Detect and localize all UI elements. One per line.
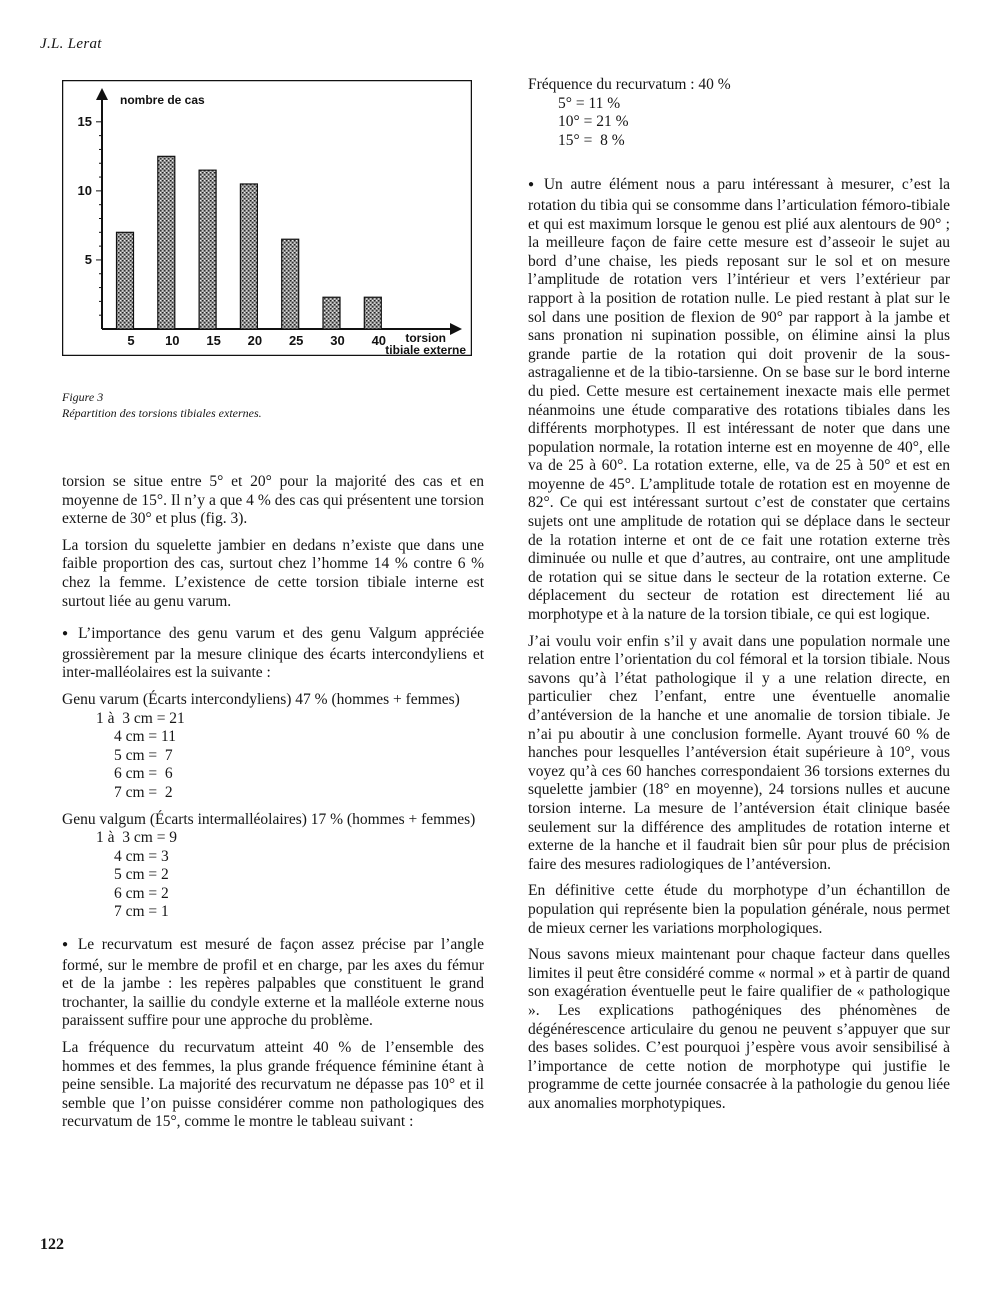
varum-row: 5 cm = 7: [114, 746, 173, 764]
bullet-icon: [62, 625, 78, 642]
x-axis-arrow-icon: [450, 323, 462, 335]
bar: [158, 156, 175, 329]
valgum-row: 6 cm = 2: [114, 884, 169, 902]
bar: [323, 297, 340, 329]
paragraph-bullet: [528, 176, 950, 624]
valgum-row: 5 cm = 2: [114, 866, 169, 884]
x-tick-label: 10: [165, 333, 180, 348]
paragraph-bullet: [62, 936, 484, 1031]
valgum-title: Genu valgum (Écarts intermalléolaires) 17 % (hommes + femmes): [62, 810, 476, 828]
figure-label: Figure 3: [62, 390, 104, 404]
page-number: 122: [40, 1236, 64, 1253]
right-column: [528, 76, 950, 1121]
figure-3-chart: [62, 80, 472, 356]
varum-row: 6 cm = 6: [114, 765, 173, 783]
paragraph-text: Un autre élément nous a paru intéressant à mesurer, c’est la rotation du tibia qui se consomme dans l’articulation fémoro-tibiale et qui est maximum lorsque le genou est plié aux alentours de 90° ; la meilleure façon de faire cette mesure est d’asseoir le sujet au bord d’une chaise, les pieds reposant sur le sol et on mesure l’amplitude de rotation vers l’intérieur et vers l’extérieur par rapport à la position de rotation nulle. Le pied restant à plat sur le sol dans une position de flexion de 90° par rapport à la jambe et sans pronation ni supination possible, on élimine ainsi la plus grande partie de la rotation qui doit provenir de la sous-astragalienne et de la tibio-tarsienne. On se base sur le bord interne du pied. Cette mesure est certainement inexacte mais elle permet néanmoins une étude comparative des rotations tibiales dans les différents morphotypes. Il est intéressant de noter que dans une population normale, la rotation interne est en moyenne de 40°, elle va de 25 à 60°. La rotation externe, elle, va de 25 à 50° et est en moyenne de 45°. L’amplitude totale de rotation est en moyenne de 82°. Ce qui est intéressant surtout c’est de constater que certains sujets ont une amplitude de rotation qui se déplace dans le secteur de la rotation interne et ont de ce fait une rotation externe très diminuée ou nulle et que d’autres, au contraire, ont une amplitude de rotation qui se situe dans le secteur de la rotation externe. Ce déplacement du secteur de rotation est directement lié au morphotype et à la nature de la torsion tibiale, ce qui est logique.: [528, 176, 950, 624]
x-axis-label-line2: tibiale externe: [385, 343, 466, 356]
varum-row: 7 cm = 2: [114, 783, 173, 801]
valgum-row: 7 cm = 1: [114, 903, 169, 921]
paragraph-bullet: [62, 625, 484, 683]
varum-row: 1 à 3 cm = 21: [96, 709, 185, 727]
bar-chart-svg: [62, 80, 472, 356]
x-tick-label: 20: [247, 333, 263, 348]
x-tick-label: 30: [330, 333, 345, 348]
paragraph: J’ai voulu voir enfin s’il y avait dans une population normale une relation entre l’orientation du col fémoral et la torsion tibiale. Nous savons qu’à l’état pathologique il y a une relation directe, en particulier chez l’enfant, entre une éventuelle anomalie d’antéversion de la hanche et une anomalie de torsion tibiale. Je n’ai pu aboutir à une conclusion formelle. Ayant trouvé 60 % de hanches pour lesquelles l’antéversion était supérieure à 10°, vous voyez qu’à ces 60 hanches correspondaient 36 torsions externes du squelette jambier (18° en moyenne), 24 torsions nulles et aucune torsion interne. La mesure de l’antéversion était clinique basée seulement sur la différence des amplitudes de rotation interne et externe de la hanche et il faudrait bien sûr pour plus de précision faire des mesures radiologiques de l’antéversion.: [528, 632, 950, 873]
figure-caption-text: Répartition des torsions tibiales externes.: [62, 406, 262, 420]
recurvatum-title: Fréquence du recurvatum : 40 %: [528, 76, 731, 93]
x-axis-label-line1: torsion: [405, 331, 446, 345]
figure-caption: [62, 389, 482, 421]
paragraph: torsion se situe entre 5° et 20° pour la majorité des cas et en moyenne de 15°. Il n’y a que 4 % des cas qui présentent une torsion externe de 30° et plus (fig. 3).: [62, 473, 484, 528]
y-tick-label: 10: [77, 182, 92, 198]
y-axis-label: nombre de cas: [120, 93, 205, 107]
paragraph: La fréquence du recurvatum atteint 40 % de l’ensemble des hommes et des femmes, la plus grande fréquence féminine étant à peine sensible. La majorité des recurvatum ne dépasse pas 10° et il semble que l’on puisse considérer comme non pathologiques des recurvatum de 15°, comme le montre le tableau suivant :: [62, 1039, 484, 1131]
valgum-list: [62, 829, 484, 922]
paragraph-text: Le recurvatum est mesuré de façon assez précise par l’angle formé, sur le membre de profil et en charge, par les axes du fémur et de la jambe : les repères palpables que constituent le grand trochanter, la saillie du condyle externe et la malléole externe nous paraissent suffire pour une approche du problème.: [62, 936, 484, 1030]
varum-row: 4 cm = 11: [114, 728, 176, 746]
bar: [240, 184, 257, 329]
x-tick-label: 40: [371, 333, 387, 348]
bar: [282, 239, 299, 329]
y-tick-label: 5: [84, 251, 92, 267]
varum-list: [62, 710, 484, 803]
valgum-row: 1 à 3 cm = 9: [96, 829, 178, 847]
paragraph: La torsion du squelette jambier en dedans n’existe que dans une faible proportion des cas, surtout chez l’homme 14 % contre 6 % chez la femme. L’existence de cette torsion tibiale interne est surtout liée au genu varum.: [62, 536, 484, 610]
running-header-author: J.L. Lerat: [40, 36, 102, 52]
recurvatum-row: 10° = 21 %: [558, 113, 629, 131]
bullet-icon: [528, 176, 544, 193]
valgum-row: 4 cm = 3: [114, 847, 169, 865]
bar: [117, 232, 134, 329]
x-tick-label: 25: [288, 333, 304, 348]
bullet-icon: [62, 936, 78, 953]
x-tick-label: 5: [127, 333, 135, 348]
bar: [199, 170, 216, 329]
bar: [364, 297, 381, 329]
x-tick-label: 15: [206, 333, 221, 348]
paragraph-text: L’importance des genu varum et des genu Valgum appréciée grossièrement par la mesure clinique des écarts intercondyliens et inter-malléolaires est la suivante :: [62, 625, 484, 682]
y-tick-label: 15: [77, 113, 92, 129]
left-column: [62, 473, 484, 1140]
recurvatum-row: 5° = 11 %: [558, 94, 621, 112]
paragraph: Nous savons mieux maintenant pour chaque facteur dans quelles limites il peut être considéré comme « normal » et à partir de quand son exagération éventuelle peut le faire qualifier de « pathologique ». Les explications pathogéniques des phénomènes de dégénérescence articulaire du genou ne peuvent s’appuyer que sur des bases solides. C’est pourquoi j’espère vous avoir sensibilisé à l’importance de cette notion de morphotype qui justifie le programme de cette journée consacrée à la pathologie du genou liée aux anomalies morphotypiques.: [528, 946, 950, 1112]
paragraph: En définitive cette étude du morphotype d’un échantillon de population qui représente bien la population générale, nous permet de mieux cerner les variations morphologiques.: [528, 882, 950, 937]
varum-title: Genu varum (Écarts intercondyliens) 47 % (hommes + femmes): [62, 690, 460, 708]
recurvatum-row: 15° = 8 %: [558, 131, 625, 149]
recurvatum-list: [528, 95, 950, 151]
y-axis-arrow-icon: [96, 88, 108, 100]
